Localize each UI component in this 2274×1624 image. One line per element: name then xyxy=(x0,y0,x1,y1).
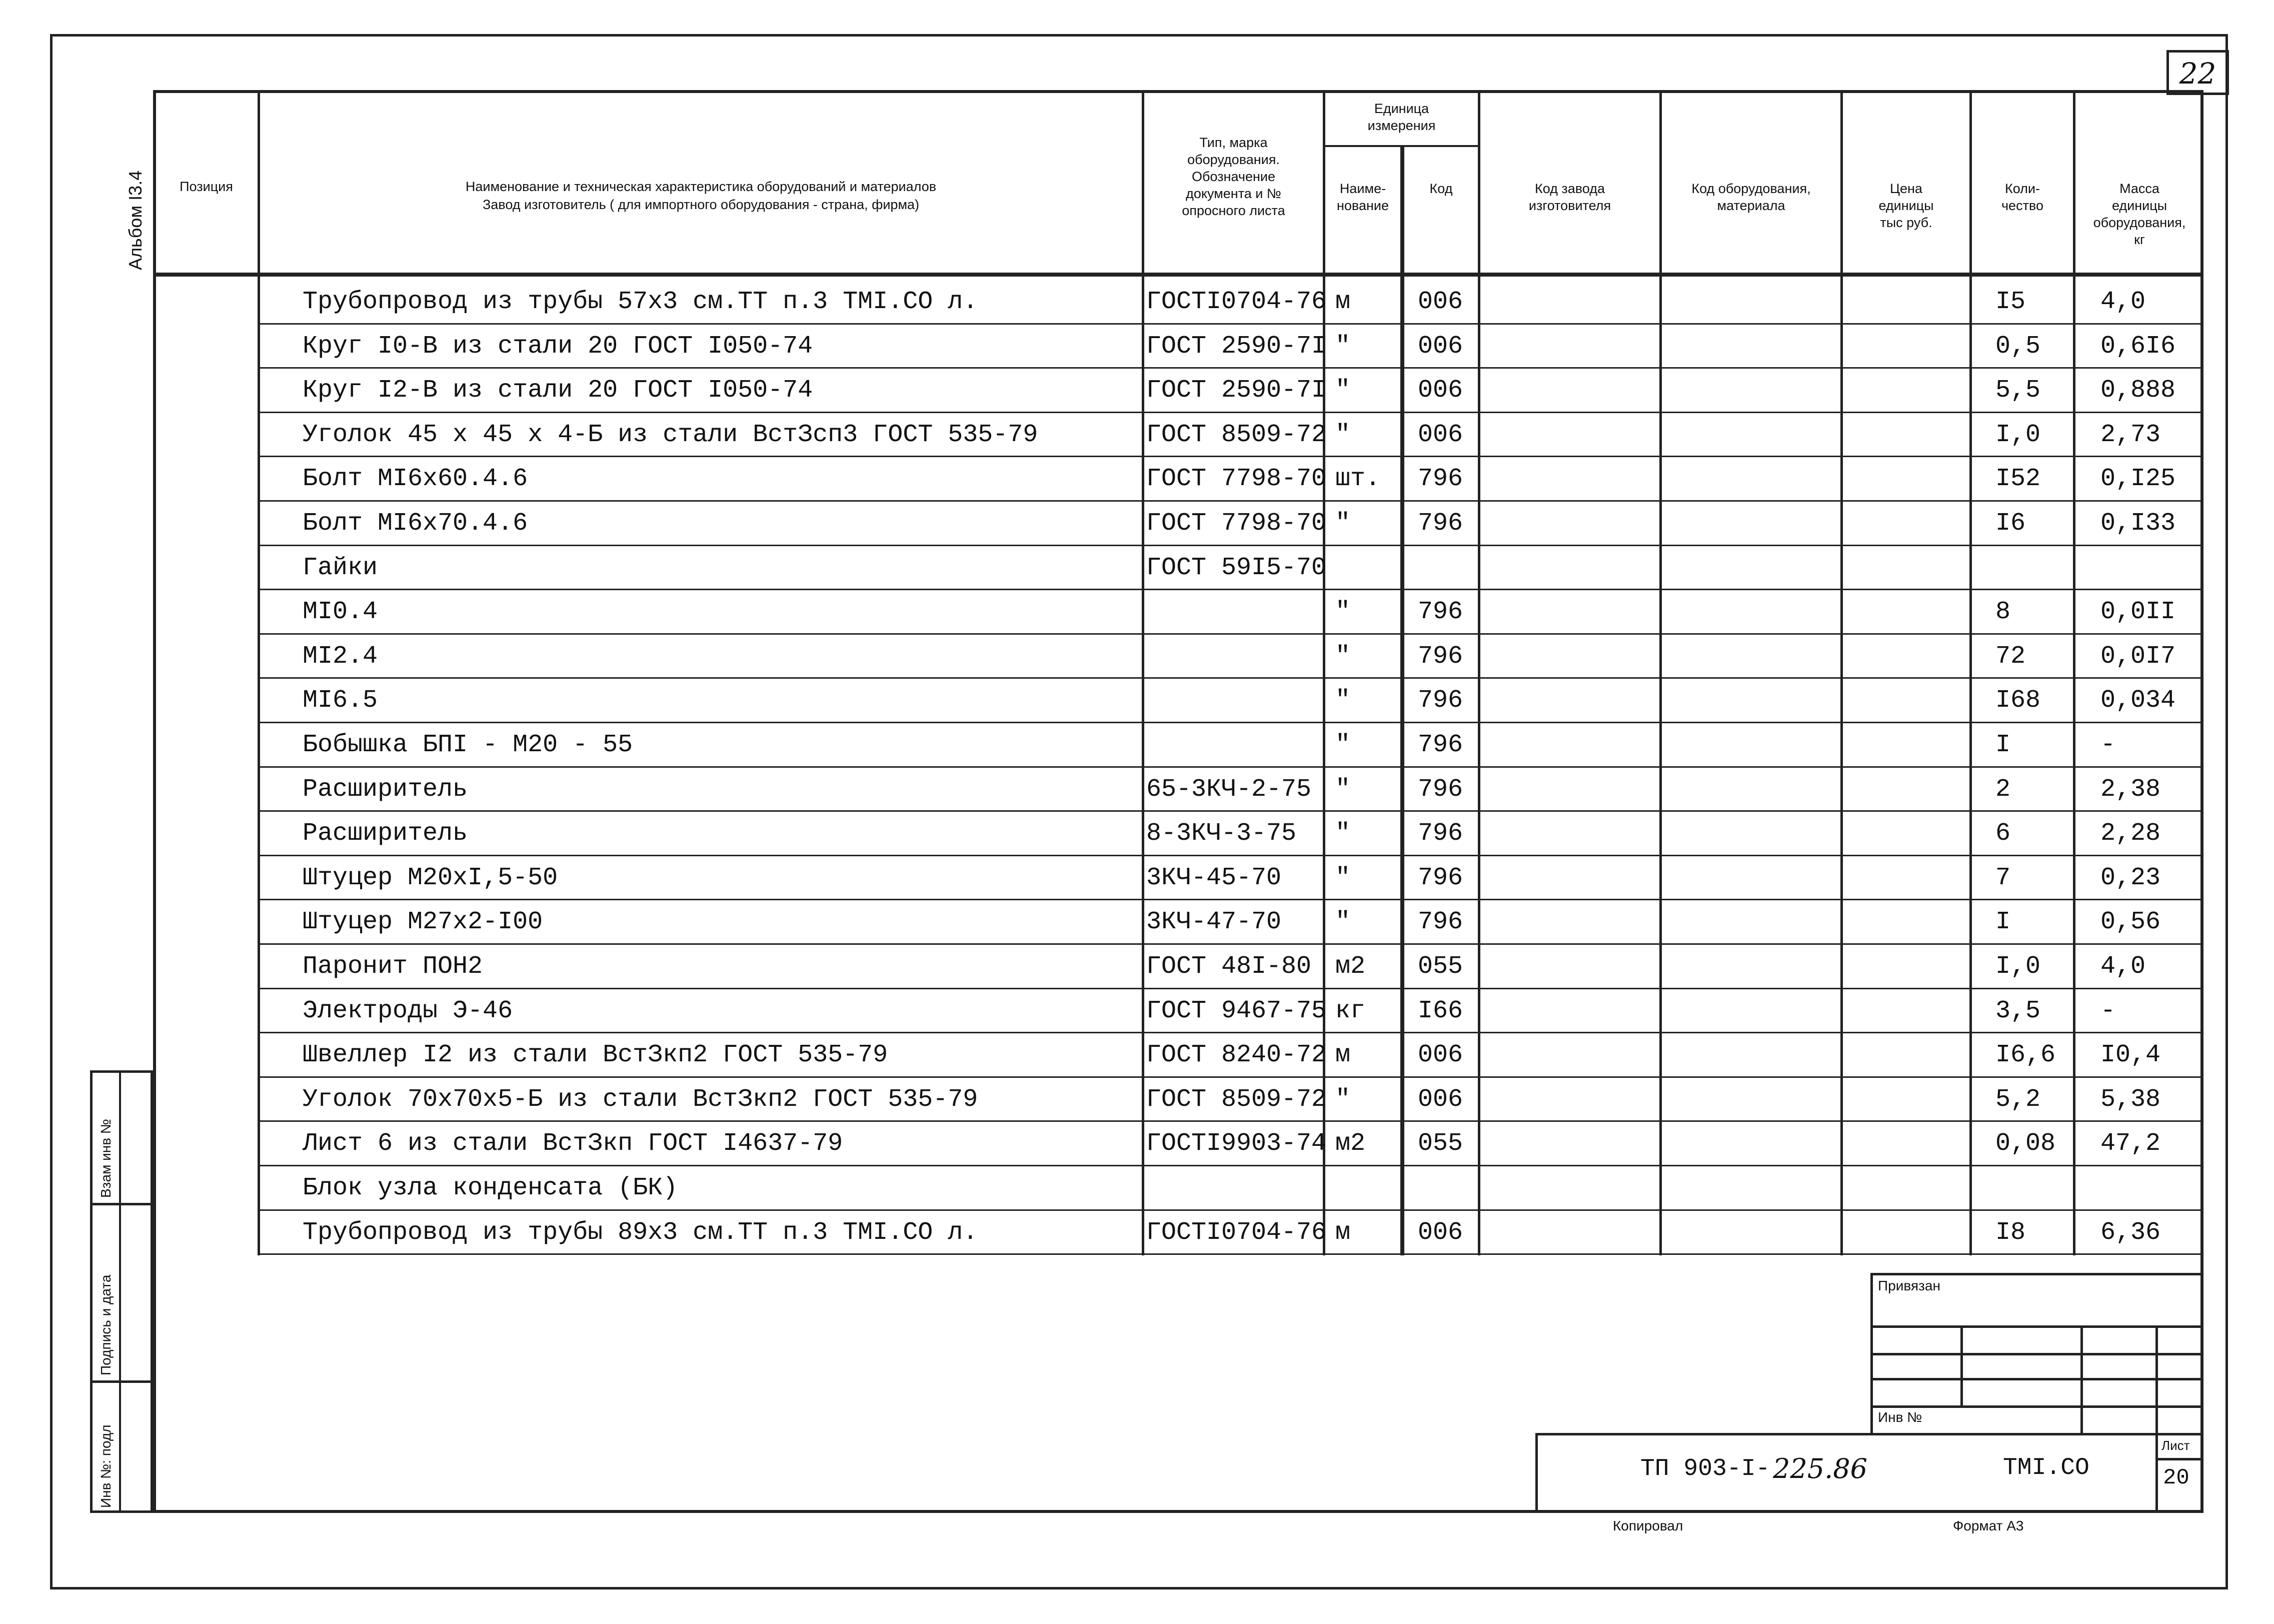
cell-unit: " xyxy=(1335,908,1351,937)
cell-code: 006 xyxy=(1418,1218,1463,1247)
row-divider xyxy=(258,323,2203,325)
cell-code: 796 xyxy=(1418,465,1463,494)
cell-name: Болт МI6х60.4.6 xyxy=(303,465,528,494)
header-position: Позиция xyxy=(180,179,233,194)
row-divider xyxy=(258,367,2203,369)
cell-name: МI0.4 xyxy=(303,598,378,627)
inv-no-label: Инв № xyxy=(1878,1409,1922,1425)
cell-type: ГОСТ 8240-72 xyxy=(1146,1041,1327,1070)
cell-name: Круг I2-В из стали 20 ГОСТ I050-74 xyxy=(303,376,813,405)
cell-type: 3КЧ-45-70 xyxy=(1146,863,1282,892)
row-divider xyxy=(258,1253,2203,1255)
list-label: Лист xyxy=(2161,1438,2190,1453)
header-factory-code: Код завода изготовителя xyxy=(1528,181,1611,213)
cell-mass: 0,23 xyxy=(2100,863,2161,892)
cell-mass: 2,73 xyxy=(2100,420,2161,449)
cell-qty: 3,5 xyxy=(1995,996,2041,1025)
row-divider xyxy=(258,988,2203,989)
cell-code: 796 xyxy=(1418,775,1463,804)
cell-unit: м xyxy=(1335,1041,1351,1070)
cell-name: Блок узла конденсата (БК) xyxy=(303,1174,678,1202)
cell-code: 006 xyxy=(1418,288,1463,316)
header-quantity: Коли- чество xyxy=(2001,181,2043,213)
cell-unit: " xyxy=(1335,863,1351,892)
cell-qty: 8 xyxy=(1995,598,2011,627)
cell-code: I66 xyxy=(1418,996,1463,1025)
cell-type: 3КЧ-47-70 xyxy=(1146,908,1282,937)
cell-qty: 0,08 xyxy=(1995,1129,2056,1158)
cell-type: ГОСТ 48I-80 xyxy=(1146,952,1312,981)
cell-type: ГОСТI9903-74 xyxy=(1146,1129,1327,1158)
row-divider xyxy=(258,633,2203,635)
cell-unit: " xyxy=(1335,332,1351,361)
cell-unit: шт. xyxy=(1335,465,1381,494)
cell-name: Штуцер М27х2-I00 xyxy=(303,908,543,937)
cell-unit: кг xyxy=(1335,996,1366,1025)
cell-type: 8-3КЧ-3-75 xyxy=(1146,819,1297,848)
row-divider xyxy=(258,899,2203,900)
cell-type: ГОСТ 7798-70 xyxy=(1146,465,1327,494)
list-number: 20 xyxy=(2163,1465,2189,1490)
header-unit: Единица измерения xyxy=(1367,101,1436,133)
cell-code: 796 xyxy=(1418,908,1463,937)
row-divider xyxy=(258,1120,2203,1122)
cell-mass: 2,38 xyxy=(2100,775,2161,804)
row-divider xyxy=(258,1032,2203,1033)
copied-label: Копировал xyxy=(1613,1518,1683,1533)
cell-type: ГОСТI0704-76 xyxy=(1146,1218,1327,1247)
cell-code: 006 xyxy=(1418,1041,1463,1070)
cell-unit: " xyxy=(1335,376,1351,405)
cell-qty: 5,5 xyxy=(1995,376,2041,405)
cell-mass: 0,0I7 xyxy=(2100,642,2176,671)
cell-qty: 72 xyxy=(1995,642,2026,671)
cell-name: Уголок 70х70х5-Б из стали ВстЗкп2 ГОСТ 535-79 xyxy=(303,1085,978,1114)
cell-mass: - xyxy=(2100,996,2116,1025)
cell-name: МI6.5 xyxy=(303,686,378,715)
row-divider xyxy=(258,589,2203,590)
cell-mass: 4,0 xyxy=(2100,952,2146,981)
cell-unit: м xyxy=(1335,1218,1351,1247)
cell-qty: I,0 xyxy=(1995,420,2041,449)
cell-name: Круг I0-В из стали 20 ГОСТ I050-74 xyxy=(303,332,813,361)
header-price: Цена единицы тыс руб. xyxy=(1878,181,1934,230)
cell-mass: 5,38 xyxy=(2100,1085,2161,1114)
cell-name: Болт МI6х70.4.6 xyxy=(303,509,528,538)
cell-name: Штуцер М20хI,5-50 xyxy=(303,863,558,892)
cell-unit: м2 xyxy=(1335,1129,1366,1158)
cell-code: 796 xyxy=(1418,819,1463,848)
cell-code: 055 xyxy=(1418,952,1463,981)
podpis-label: Подпись и дата xyxy=(98,1274,114,1375)
cell-name: Гайки xyxy=(303,553,378,582)
album-label: Альбом I3.4 xyxy=(125,170,146,270)
cell-name: Лист 6 из стали ВстЗкп ГОСТ I4637-79 xyxy=(303,1129,843,1158)
cell-qty: I xyxy=(1995,731,2011,759)
row-divider xyxy=(258,500,2203,502)
cell-name: Паронит ПОН2 xyxy=(303,952,483,981)
cell-type: ГОСТ 9467-75 xyxy=(1146,996,1327,1025)
inv-label: Инв №: подл xyxy=(98,1424,114,1508)
cell-unit: " xyxy=(1335,775,1351,804)
header-mass: Масса единицы оборудования, кг xyxy=(2093,181,2186,247)
cell-mass: 0,6I6 xyxy=(2100,332,2176,361)
header-name: Наименование и техническая характеристика оборудований и материалов Завод изготовитель ( для импортного оборудования - страна, фирма) xyxy=(465,179,937,212)
cell-qty: I6,6 xyxy=(1995,1041,2056,1070)
header-type: Тип, марка оборудования. Обозначение документа и № опросного листа xyxy=(1182,135,1285,218)
cell-name: МI2.4 xyxy=(303,642,378,671)
cell-code: 796 xyxy=(1418,642,1463,671)
cell-qty: 5,2 xyxy=(1995,1085,2041,1114)
cell-mass: 0,56 xyxy=(2100,908,2161,937)
cell-code: 796 xyxy=(1418,598,1463,627)
cell-mass: 0,034 xyxy=(2100,686,2176,715)
cell-type: ГОСТ 2590-7I xyxy=(1146,376,1327,405)
cell-code: 796 xyxy=(1418,509,1463,538)
cell-mass: 2,28 xyxy=(2100,819,2161,848)
cell-code: 796 xyxy=(1418,731,1463,759)
cell-code: 796 xyxy=(1418,863,1463,892)
cell-code: 006 xyxy=(1418,332,1463,361)
cell-type: ГОСТ 8509-72 xyxy=(1146,420,1327,449)
cell-name: Трубопровод из трубы 89х3 см.ТТ п.3 ТМI.СО л. xyxy=(303,1218,978,1247)
vzam-label: Взам инв № xyxy=(98,1119,114,1198)
cell-mass: - xyxy=(2100,731,2116,759)
cell-unit: " xyxy=(1335,642,1351,671)
cell-name: Швеллер I2 из стали ВстЗкп2 ГОСТ 535-79 xyxy=(303,1041,888,1070)
cell-mass: 47,2 xyxy=(2100,1129,2161,1158)
header-equipment-code: Код оборудования, материала xyxy=(1691,181,1811,213)
cell-mass: 0,I33 xyxy=(2100,509,2176,538)
format-label: Формат А3 xyxy=(1953,1518,2024,1533)
cell-type: ГОСТ 8509-72 xyxy=(1146,1085,1327,1114)
cell-qty: I xyxy=(1995,908,2011,937)
row-divider xyxy=(258,1076,2203,1078)
cell-code: 006 xyxy=(1418,1085,1463,1114)
cell-type: ГОСТ 7798-70 xyxy=(1146,509,1327,538)
header-unit-name: Наиме- нование xyxy=(1337,181,1389,213)
row-divider xyxy=(258,855,2203,856)
row-divider xyxy=(258,722,2203,723)
cell-type: ГОСТ 59I5-70 xyxy=(1146,553,1327,582)
cell-qty: I5 xyxy=(1995,288,2026,316)
cell-unit: " xyxy=(1335,509,1351,538)
row-divider xyxy=(258,677,2203,679)
sheet-number: 22 xyxy=(2166,50,2229,95)
cell-name: Электроды Э-46 xyxy=(303,996,513,1025)
row-divider xyxy=(258,943,2203,945)
row-divider xyxy=(258,810,2203,812)
cell-unit: " xyxy=(1335,686,1351,715)
row-divider xyxy=(258,1209,2203,1211)
row-divider xyxy=(258,766,2203,768)
cell-qty: I8 xyxy=(1995,1218,2026,1247)
cell-name: Трубопровод из трубы 57х3 см.ТТ п.3 ТМI.СО л. xyxy=(303,288,978,316)
cell-unit: м2 xyxy=(1335,952,1366,981)
row-divider xyxy=(258,412,2203,413)
row-divider xyxy=(258,456,2203,457)
cell-qty: I,0 xyxy=(1995,952,2041,981)
cell-code: 006 xyxy=(1418,376,1463,405)
cell-qty: I6 xyxy=(1995,509,2026,538)
cell-unit: " xyxy=(1335,598,1351,627)
cell-name: Уголок 45 х 45 х 4-Б из стали ВстЗсп3 ГОСТ 535-79 xyxy=(303,420,1038,449)
cell-code: 006 xyxy=(1418,420,1463,449)
cell-unit: м xyxy=(1335,288,1351,316)
cell-qty: I52 xyxy=(1995,465,2041,494)
cell-unit: " xyxy=(1335,420,1351,449)
cell-qty: 6 xyxy=(1995,819,2011,848)
cell-mass: 0,0II xyxy=(2100,598,2176,627)
row-divider xyxy=(258,1165,2203,1166)
doc-suffix: 225.86 xyxy=(1773,1453,1867,1484)
cell-type: ГОСТI0704-76 xyxy=(1146,288,1327,316)
cell-name: Расширитель xyxy=(303,819,468,848)
cell-unit: " xyxy=(1335,731,1351,759)
cell-mass: 0,I25 xyxy=(2100,465,2176,494)
cell-name: Расширитель xyxy=(303,775,468,804)
header-unit-code: Код xyxy=(1429,181,1453,196)
cell-qty: 2 xyxy=(1995,775,2011,804)
cell-unit: " xyxy=(1335,819,1351,848)
cell-type: 65-3КЧ-2-75 xyxy=(1146,775,1312,804)
cell-mass: 4,0 xyxy=(2100,288,2146,316)
cell-type: ГОСТ 2590-7I xyxy=(1146,332,1327,361)
title-block xyxy=(1535,1433,2203,1513)
cell-mass: 0,888 xyxy=(2100,376,2176,405)
privyazan-label: Привязан xyxy=(1878,1278,1940,1293)
cell-qty: I68 xyxy=(1995,686,2041,715)
cell-unit: " xyxy=(1335,1085,1351,1114)
cell-code: 796 xyxy=(1418,686,1463,715)
doc-number: ТП 903-I- xyxy=(1640,1455,1770,1482)
cell-name: Бобышка БПI - М20 - 55 xyxy=(303,731,633,759)
cell-qty: 7 xyxy=(1995,863,2011,892)
cell-mass: 6,36 xyxy=(2100,1218,2161,1247)
cell-code: 055 xyxy=(1418,1129,1463,1158)
cell-mass: I0,4 xyxy=(2100,1041,2161,1070)
row-divider xyxy=(258,545,2203,546)
cell-qty: 0,5 xyxy=(1995,332,2041,361)
doc-code: ТМI.СО xyxy=(2003,1454,2089,1481)
